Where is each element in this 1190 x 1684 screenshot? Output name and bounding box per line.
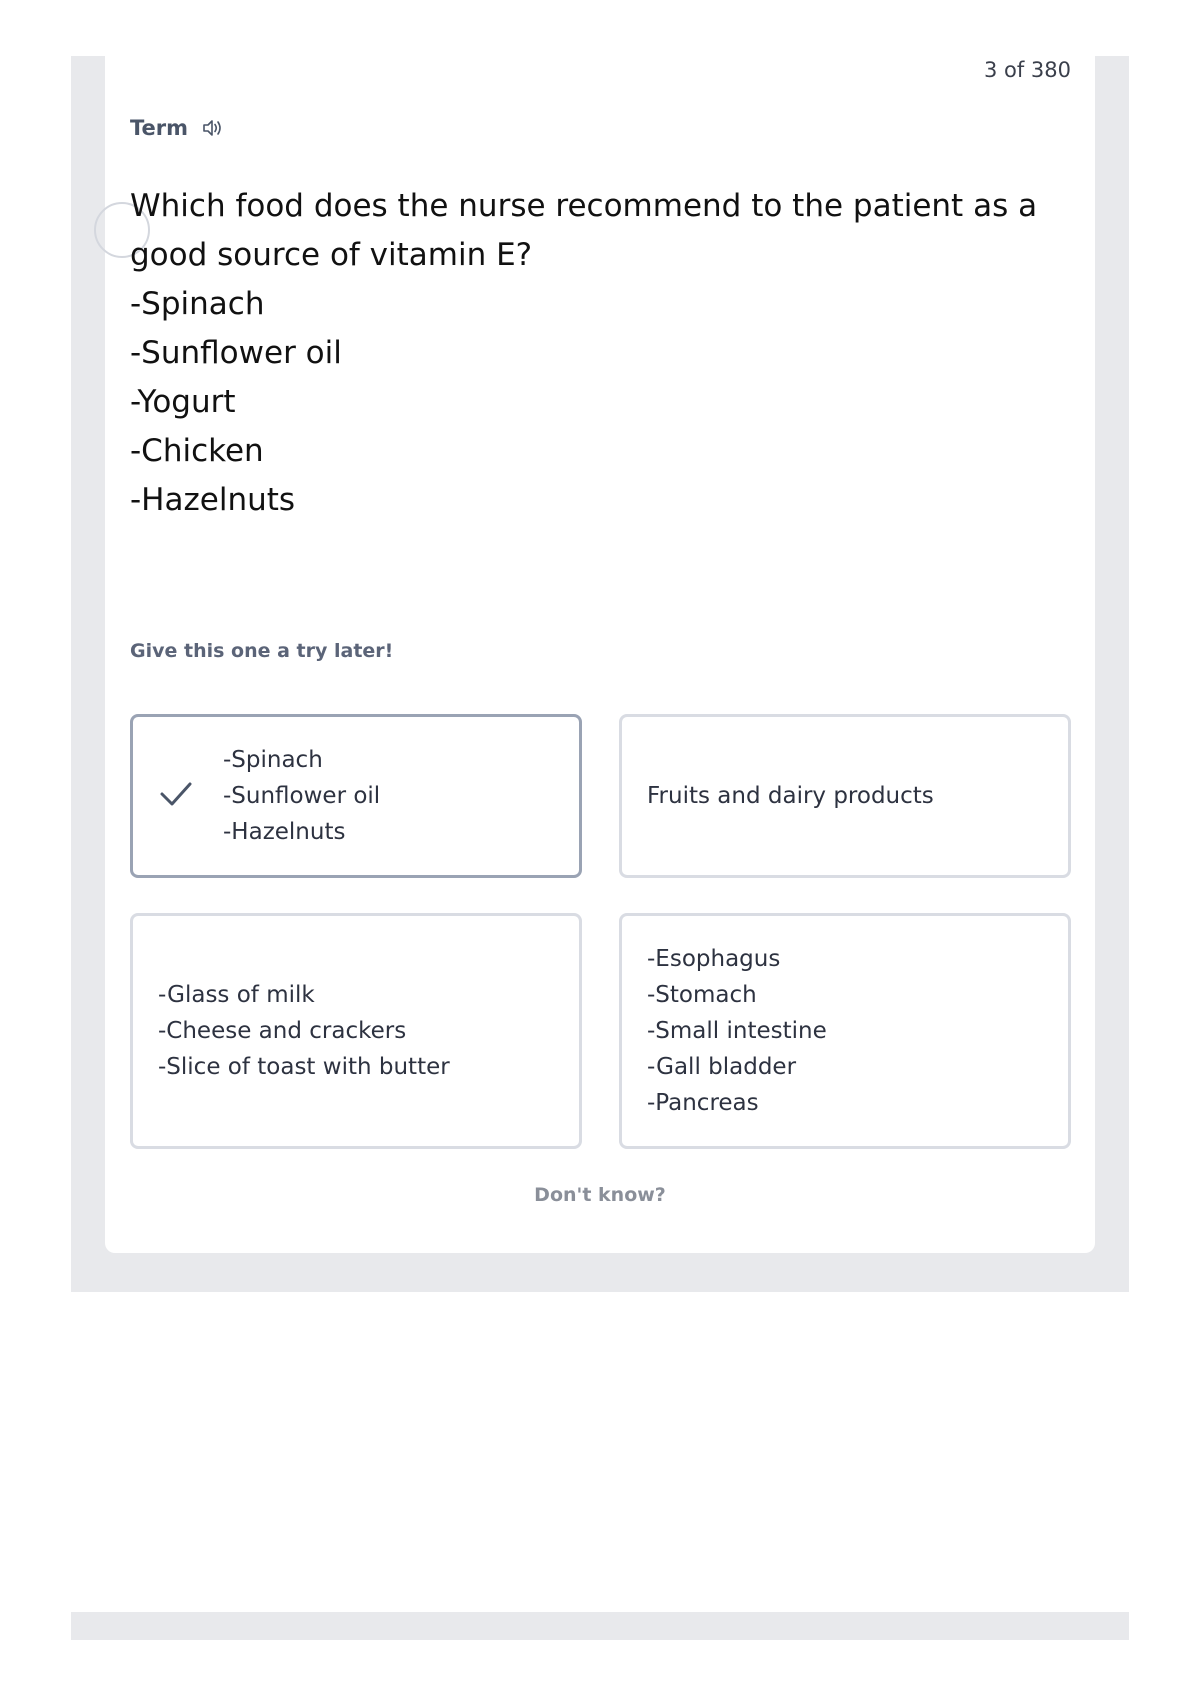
answer-option-2[interactable] [619,714,1071,878]
answer-option-1[interactable] [130,714,582,878]
check-icon [133,779,193,813]
question-text: Which food does the nurse recommend to the patient as a good source of vitamin E? -Spinach -Sunflower oil -Yogurt -Chicken -Hazelnuts [130,188,1038,518]
dont-know-link[interactable]: Don't know? [534,1184,666,1206]
answer-option-text: Fruits and dairy products [647,783,934,809]
answer-option-3[interactable] [130,913,582,1149]
answer-option-4[interactable] [619,913,1071,1149]
answer-option-text: -Spinach -Sunflower oil -Hazelnuts [223,747,381,845]
answer-option-text: -Glass of milk -Cheese and crackers -Slice of toast with butter [158,982,450,1080]
speaker-icon[interactable] [202,118,224,138]
flashcard [105,56,1095,1253]
try-later-hint: Give this one a try later! [130,640,394,662]
term-label: Term [130,116,189,140]
card-counter: 3 of 380 [983,58,1071,82]
footer-bar [71,1612,1129,1640]
term-header [130,116,224,140]
answer-option-text: -Esophagus -Stomach -Small intestine -Gall bladder -Pancreas [647,946,827,1116]
